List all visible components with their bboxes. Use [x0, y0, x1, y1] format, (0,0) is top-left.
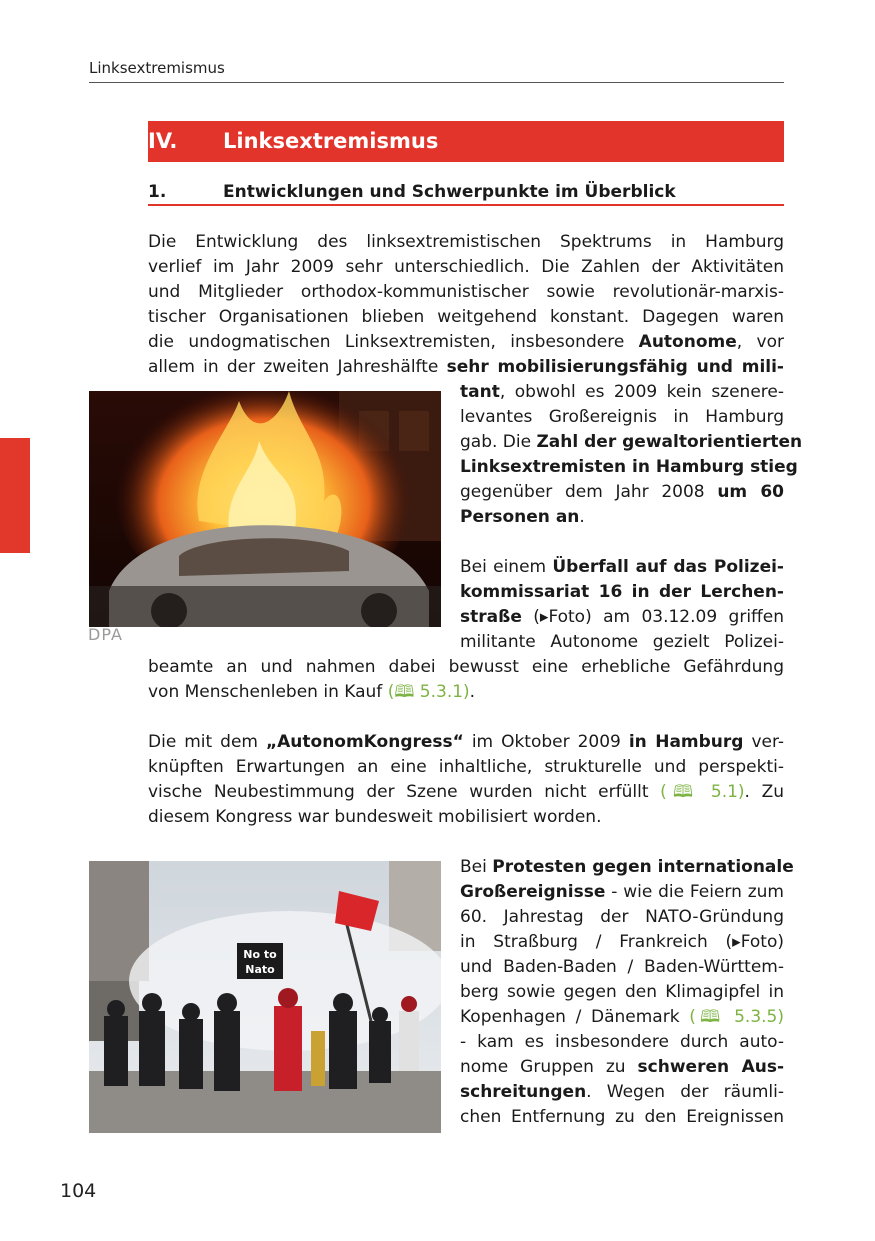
text-line: Linksextremisten in Hamburg stieg	[460, 457, 798, 477]
section-number: 1.	[148, 182, 167, 202]
text-line: straße (▸Foto) am 03.12.09 griffen	[460, 607, 784, 627]
text-line: verlief im Jahr 2009 sehr unterschiedlich. Die Zahlen der Aktivitäten	[148, 257, 784, 277]
cross-reference-link[interactable]: (🕮 5.1)	[660, 782, 745, 802]
text-line: chen Entfernung zu den Ereignissen	[460, 1107, 784, 1127]
text-line: von Menschenleben in Kauf (🕮 5.3.1).	[148, 682, 476, 702]
section-rule	[148, 204, 784, 206]
text-line: 60. Jahrestag der NATO-Gründung	[460, 907, 784, 927]
chapter-title: Linksextremismus	[223, 129, 439, 153]
page-number: 104	[60, 1180, 97, 1202]
cross-reference-link[interactable]: (🕮 5.3.5)	[689, 1007, 784, 1027]
section-heading	[148, 180, 784, 204]
text-line: Kopenhagen / Dänemark (🕮 5.3.5)	[460, 1007, 784, 1027]
text-line: gegenüber dem Jahr 2008 um 60	[460, 482, 784, 502]
text-line: tischer Organisationen blieben weitgehend konstant. Dagegen waren	[148, 307, 784, 327]
text-line: Die Entwicklung des linksextremistischen Spektrums in Hamburg	[148, 232, 784, 252]
section-title: Entwicklungen und Schwerpunkte im Überblick	[223, 182, 676, 202]
text-line: gab. Die Zahl der gewaltorientierten	[460, 432, 803, 452]
text-line: die undogmatischen Linksextremisten, insbesondere Autonome, vor	[148, 332, 785, 352]
photo-credit: DPA	[88, 625, 123, 644]
protest-photo	[89, 861, 441, 1133]
text-line: vische Neubestimmung der Szene wurden nicht erfüllt (🕮 5.1). Zu	[148, 782, 784, 802]
text-line: beamte an und nahmen dabei bewusst eine erhebliche Gefährdung	[148, 657, 784, 677]
arrow-icon: ▸	[539, 607, 549, 627]
text-line: Bei Protesten gegen internationale	[460, 857, 794, 877]
text-line: Personen an.	[460, 507, 585, 527]
banner-text: No to	[243, 948, 277, 961]
text-line: und Baden-Baden / Baden-Württem-	[460, 957, 784, 977]
text-line: Großereignisse - wie die Feiern zum	[460, 882, 784, 902]
chapter-number: IV.	[148, 129, 178, 153]
cross-reference-link[interactable]: (🕮 5.3.1)	[387, 682, 470, 702]
banner-text-line2: Nato	[245, 963, 275, 976]
text-line: kommissariat 16 in der Lerchen-	[460, 582, 784, 602]
arrow-icon: ▸	[732, 932, 741, 952]
text-line: Die mit dem „AutonomKongress“ im Oktober 2009 in Hamburg ver-	[148, 732, 784, 752]
text-line: tant, obwohl es 2009 kein szenere-	[460, 382, 784, 402]
text-line: allem in der zweiten Jahreshälfte sehr mobilisierungsfähig und mili-	[148, 357, 784, 377]
text-line: Bei einem Überfall auf das Polizei-	[460, 557, 784, 577]
text-line: diesem Kongress war bundesweit mobilisiert worden.	[148, 807, 602, 827]
text-line: - kam es insbesondere durch auto-	[460, 1032, 784, 1052]
text-line: in Straßburg / Frankreich (▸Foto)	[460, 932, 784, 952]
text-line: levantes Großereignis in Hamburg	[460, 407, 784, 427]
chapter-side-tab	[0, 438, 30, 553]
text-line: und Mitglieder orthodox-kommunistischer sowie revolutionär-marxis-	[148, 282, 784, 302]
text-line: schreitungen. Wegen der räumli-	[460, 1082, 784, 1102]
text-line: knüpften Erwartungen an eine inhaltliche, strukturelle und perspekti-	[148, 757, 784, 777]
running-head: Linksextremismus	[89, 59, 225, 77]
text-line: berg sowie gegen den Klimagipfel in	[460, 982, 784, 1002]
chapter-heading	[148, 121, 784, 162]
text-line: militante Autonome gezielt Polizei-	[460, 632, 784, 652]
header-rule	[89, 82, 784, 83]
text-line: nome Gruppen zu schweren Aus-	[460, 1057, 785, 1077]
burning-car-photo	[89, 391, 441, 627]
